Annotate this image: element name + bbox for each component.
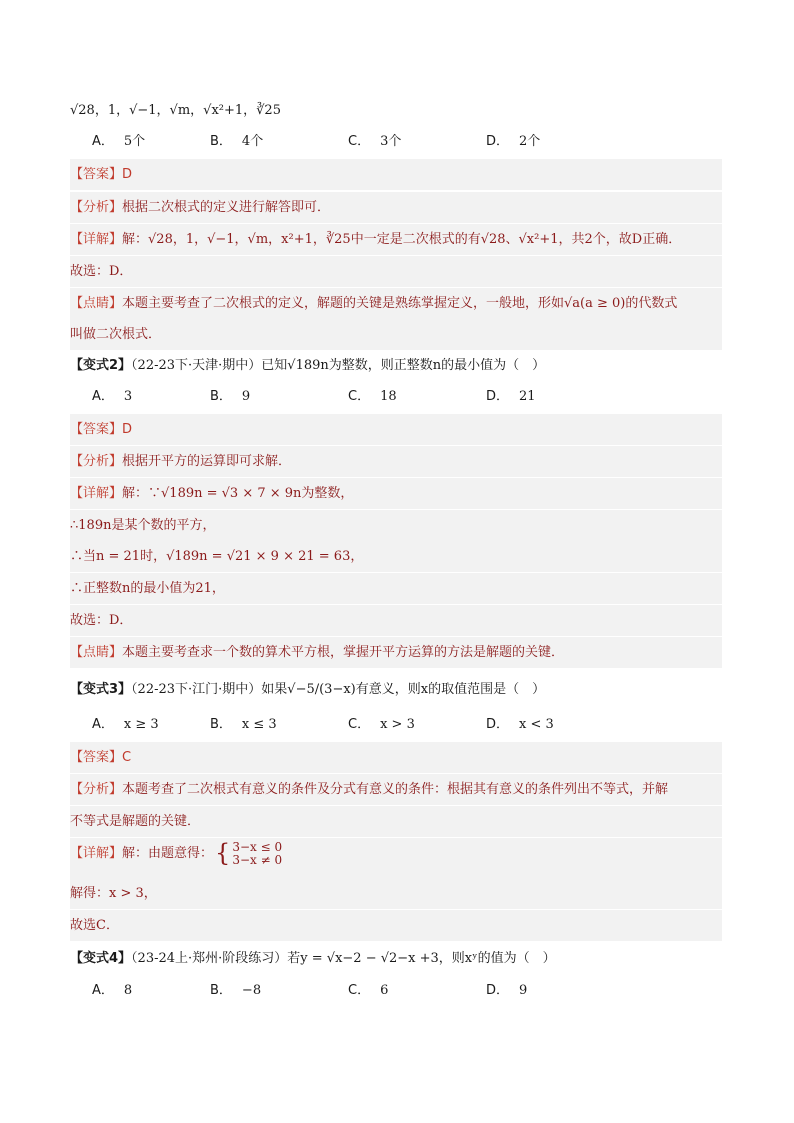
option-key: B． bbox=[210, 389, 232, 404]
options-row bbox=[70, 383, 722, 411]
answer-value: D bbox=[122, 422, 133, 437]
analysis-tag: 【分析】 bbox=[70, 200, 123, 215]
stem-text: （22-23下·江门·期中）如果√−5/(3−x)有意义，则x的取值范围是（ ） bbox=[131, 682, 546, 697]
analysis-text: 本题考查了二次根式有意义的条件及分式有意义的条件：根据其有意义的条件列出不等式，并解 bbox=[122, 782, 669, 797]
option-key: D． bbox=[486, 389, 510, 404]
options-row bbox=[70, 977, 722, 1005]
option-c bbox=[348, 711, 415, 739]
stem-text: （23-24上·郑州·阶段练习）若y = √x−2 − √2−x +3，则xʸ的值为（ ） bbox=[131, 951, 556, 966]
option-d bbox=[486, 977, 527, 1005]
option-key: B． bbox=[210, 717, 232, 732]
analysis-line bbox=[70, 446, 722, 477]
option-key: A． bbox=[92, 717, 114, 732]
step-line bbox=[70, 541, 722, 572]
option-text: 2个 bbox=[519, 134, 541, 149]
analysis-tag: 【分析】 bbox=[70, 782, 123, 797]
option-a bbox=[92, 711, 159, 739]
choose-text: 故选：D． bbox=[70, 264, 133, 279]
choose-line bbox=[70, 605, 722, 636]
question-stem bbox=[70, 95, 722, 126]
comment-line bbox=[70, 637, 722, 668]
detail-text: 解：√28，1，√−1，√m，x²+1，∛25中一定是二次根式的有√28、√x²+1，共2个，故D正确． bbox=[122, 232, 682, 247]
inequality-system bbox=[215, 838, 283, 867]
option-key: C． bbox=[348, 983, 371, 998]
options-row bbox=[70, 128, 722, 156]
detail-text: 解：由题意得： bbox=[122, 846, 214, 861]
question-title bbox=[70, 943, 722, 974]
comment-line bbox=[70, 288, 722, 319]
option-text: x < 3 bbox=[519, 717, 554, 732]
option-key: C． bbox=[348, 717, 371, 732]
option-c bbox=[348, 383, 397, 411]
step-text: ∴189n是某个数的平方， bbox=[70, 518, 216, 533]
detail-line bbox=[70, 224, 722, 255]
analysis-line bbox=[70, 192, 722, 223]
step-line bbox=[70, 573, 722, 604]
analysis-text: 根据二次根式的定义进行解答即可． bbox=[122, 200, 331, 215]
option-text: 8 bbox=[123, 983, 133, 998]
option-text: x ≥ 3 bbox=[123, 717, 159, 732]
option-c bbox=[348, 977, 388, 1005]
option-b bbox=[210, 128, 263, 156]
variant-tag: 【变式4】 bbox=[70, 951, 132, 966]
step-text: ∴当n = 21时，√189n = √21 × 9 × 21 = 63， bbox=[70, 549, 364, 564]
option-key: D． bbox=[486, 134, 510, 149]
detail-line bbox=[70, 838, 722, 878]
answer-value: D bbox=[122, 167, 133, 182]
options-row bbox=[70, 711, 722, 739]
solve-line bbox=[70, 878, 722, 909]
option-b bbox=[210, 383, 250, 411]
choose-line bbox=[70, 910, 722, 941]
analysis-text: 根据开平方的运算即可求解． bbox=[122, 454, 292, 469]
option-text: x > 3 bbox=[380, 717, 415, 732]
option-text: 6 bbox=[380, 983, 389, 998]
option-text: −8 bbox=[241, 983, 262, 998]
answer-tag: 【答案】 bbox=[70, 422, 123, 437]
option-text: 5个 bbox=[123, 134, 146, 149]
detail-line bbox=[70, 478, 722, 509]
option-key: A． bbox=[92, 389, 114, 404]
option-a bbox=[92, 383, 132, 411]
option-key: C． bbox=[348, 134, 371, 149]
choose-text: 故选C． bbox=[70, 918, 119, 933]
option-key: B． bbox=[210, 983, 232, 998]
option-text: 9 bbox=[519, 983, 528, 998]
option-text: 4个 bbox=[241, 134, 264, 149]
analysis-line-2 bbox=[70, 806, 722, 837]
comment-tag: 【点睛】 bbox=[70, 645, 123, 660]
comment-tag: 【点睛】 bbox=[70, 296, 123, 311]
option-b bbox=[210, 977, 261, 1005]
option-key: B． bbox=[210, 134, 232, 149]
option-key: D． bbox=[486, 717, 510, 732]
option-key: A． bbox=[92, 134, 114, 149]
variant-tag: 【变式3】 bbox=[70, 682, 132, 697]
detail-tag: 【详解】 bbox=[70, 232, 123, 247]
option-d bbox=[486, 711, 554, 739]
choose-line bbox=[70, 256, 722, 287]
step-text: ∴正整数n的最小值为21， bbox=[70, 581, 225, 596]
system-row: 3−x ≤ 0 bbox=[232, 839, 283, 854]
comment-line-2 bbox=[70, 319, 722, 350]
comment-text: 本题主要考查了二次根式的定义，解题的关键是熟练掌握定义，一般地，形如√a(a ≥ 0)的代数式 bbox=[122, 296, 678, 311]
analysis-tag: 【分析】 bbox=[70, 454, 123, 469]
option-text: 3 bbox=[123, 389, 133, 404]
solve-text: 解得：x > 3， bbox=[70, 886, 157, 901]
comment-text: 叫做二次根式． bbox=[70, 327, 162, 342]
answer-tag: 【答案】 bbox=[70, 750, 123, 765]
answer-value: C bbox=[122, 750, 132, 765]
option-text: 21 bbox=[519, 389, 536, 404]
option-key: C． bbox=[348, 389, 371, 404]
answer-line bbox=[70, 742, 722, 773]
option-a bbox=[92, 977, 132, 1005]
system-row: 3−x ≠ 0 bbox=[232, 852, 283, 867]
option-key: A． bbox=[92, 983, 114, 998]
analysis-text: 不等式是解题的关键． bbox=[70, 814, 201, 829]
option-a bbox=[92, 128, 145, 156]
detail-tag: 【详解】 bbox=[70, 846, 123, 861]
option-text: x ≤ 3 bbox=[241, 717, 277, 732]
option-d bbox=[486, 128, 540, 156]
option-text: 3个 bbox=[380, 134, 402, 149]
comment-text: 本题主要考查求一个数的算术平方根，掌握开平方运算的方法是解题的关键． bbox=[122, 645, 565, 660]
brace-icon: { bbox=[215, 838, 231, 867]
question-title bbox=[70, 350, 722, 381]
option-b bbox=[210, 711, 277, 739]
option-c bbox=[348, 128, 401, 156]
stem-text: √28，1，√−1，√m，√x²+1，∛25 bbox=[70, 103, 281, 118]
variant-tag: 【变式2】 bbox=[70, 358, 132, 373]
answer-line bbox=[70, 159, 722, 190]
analysis-line bbox=[70, 774, 722, 805]
option-text: 18 bbox=[380, 389, 397, 404]
choose-text: 故选：D． bbox=[70, 613, 133, 628]
stem-text: （22-23下·天津·期中）已知√189n为整数，则正整数n的最小值为（ ） bbox=[131, 358, 546, 373]
question-title bbox=[70, 674, 722, 705]
detail-tag: 【详解】 bbox=[70, 486, 123, 501]
option-text: 9 bbox=[241, 389, 251, 404]
answer-tag: 【答案】 bbox=[70, 167, 123, 182]
option-key: D． bbox=[486, 983, 510, 998]
step-line bbox=[70, 510, 722, 541]
answer-line bbox=[70, 414, 722, 445]
option-d bbox=[486, 383, 536, 411]
detail-text: 解：∵√189n = √3 × 7 × 9n为整数， bbox=[122, 486, 354, 501]
